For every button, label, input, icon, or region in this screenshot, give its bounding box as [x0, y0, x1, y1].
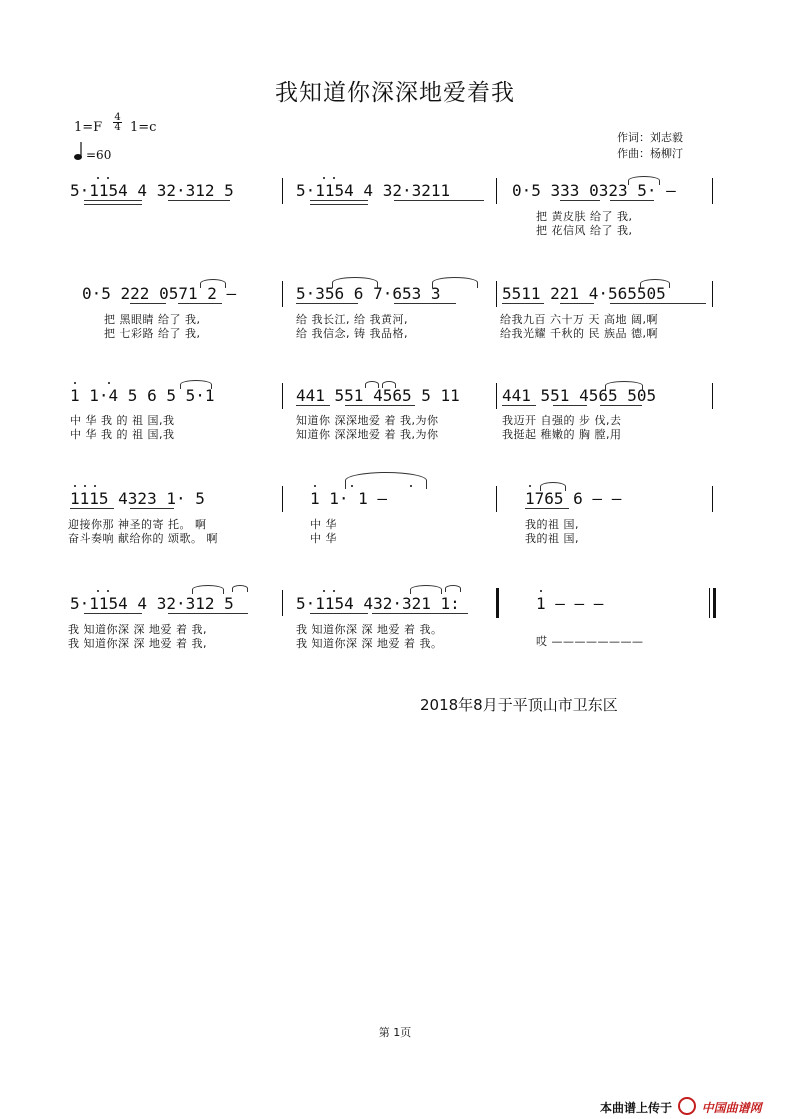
slur — [345, 472, 427, 489]
beam-line — [600, 405, 642, 406]
slur — [332, 277, 378, 288]
lyric-verse-1: 迎接你那 神圣的寄 托。 啊 — [68, 518, 207, 531]
slur — [432, 277, 478, 288]
upload-text: 本曲谱上传于 — [600, 1101, 673, 1115]
slur — [410, 585, 442, 594]
octave-dot — [74, 485, 76, 487]
lyric-verse-1: 我 知道你深 深 地爱 着 我。 — [296, 623, 443, 636]
final-barline-thin — [709, 588, 710, 618]
composer-credit: 作曲：杨柳汀 — [617, 147, 683, 160]
beam-line — [296, 405, 330, 406]
lyric-verse-2: 我 知道你深 深 地爱 着 我, — [68, 637, 207, 650]
barline — [712, 178, 713, 204]
lyric-verse-2: 中 华 — [310, 532, 337, 545]
beam-line — [560, 200, 600, 201]
lyric-verse-1: 给我九百 六十万 天 高地 阔,啊 — [500, 313, 658, 326]
beam-line — [296, 303, 358, 304]
beam-line — [394, 200, 484, 201]
slur — [382, 381, 396, 388]
key-signature: 1=F — [74, 120, 103, 135]
repeat-barline — [496, 588, 499, 618]
measure-notes: 1 1·4 5 6 5 5·1 — [70, 386, 215, 405]
time-signature — [113, 113, 122, 132]
lyric-verse-2: 我 知道你深 深 地爱 着 我。 — [296, 637, 443, 650]
beam-line — [525, 508, 569, 509]
slur — [180, 380, 212, 389]
lyric-verse-2: 给 我信念, 铸 我品格, — [296, 327, 408, 340]
beam-line — [84, 204, 142, 205]
beam-line — [130, 303, 166, 304]
octave-dot — [108, 382, 110, 384]
slur — [540, 482, 566, 491]
octave-dot — [323, 177, 325, 179]
key-signature-alt: 1=c — [130, 120, 157, 135]
octave-dot — [107, 590, 109, 592]
beam-line — [168, 200, 230, 201]
slur — [200, 279, 226, 288]
beam-line — [84, 200, 142, 201]
slur — [232, 585, 248, 592]
lyric-verse-1: 中 华 我 的 祖 国,我 — [70, 414, 175, 427]
lyric-verse-1: 我的祖 国, — [525, 518, 579, 531]
slur — [445, 585, 461, 592]
barline — [496, 281, 497, 307]
meter-bottom: 4 — [114, 122, 121, 133]
composition-date-place: 2018年8月于平顶山市卫东区 — [420, 696, 618, 714]
measure-notes: 5·1154 4 32·3211 — [296, 181, 451, 200]
lyric-verse-1: 给 我长江, 给 我黄河, — [296, 313, 408, 326]
barline — [712, 383, 713, 409]
site-logo-icon — [678, 1097, 696, 1115]
beam-line — [70, 508, 114, 509]
octave-dot — [323, 590, 325, 592]
barline — [496, 383, 497, 409]
slur — [640, 279, 670, 288]
lyric-verse-2: 把 花信风 给了 我, — [536, 224, 633, 237]
site-name[interactable]: 中国曲谱网 — [701, 1101, 762, 1115]
measure-notes: 1115 4323 1· 5 — [70, 489, 205, 508]
octave-dot — [94, 485, 96, 487]
lyric-verse-1: 我 知道你深 深 地爱 着 我, — [68, 623, 207, 636]
lyric-verse-2: 给我光耀 千秋的 民 族品 德,啊 — [500, 327, 658, 340]
measure-notes: 441 551 4565 5 11 — [296, 386, 460, 405]
beam-line — [345, 405, 415, 406]
beam-line — [310, 200, 368, 201]
beam-line — [610, 303, 706, 304]
barline — [282, 486, 283, 512]
lyric-verse-1: 我迈开 自强的 步 伐,去 — [502, 414, 622, 427]
beam-line — [84, 613, 142, 614]
barline — [496, 178, 497, 204]
barline — [282, 178, 283, 204]
slur — [605, 381, 643, 390]
measure-notes: 1765 6 – – — [525, 489, 622, 508]
lyric-verse-2: 奋斗奏响 献给你的 颂歌。 啊 — [68, 532, 218, 545]
footer-upload — [600, 1097, 762, 1116]
octave-dot — [540, 590, 542, 592]
slur — [628, 176, 660, 185]
beam-line — [178, 303, 222, 304]
octave-dot — [314, 485, 316, 487]
measure-notes: 5·1154 4 32·312 5 — [70, 181, 234, 200]
barline — [496, 486, 497, 512]
page-number: 第 1页 — [378, 1026, 412, 1039]
barline — [282, 590, 283, 616]
measure-notes: 5·1154 432·321 1: — [296, 594, 460, 613]
slur — [365, 381, 379, 388]
octave-dot — [107, 177, 109, 179]
measure-notes: 0·5 222 0571 2 – — [82, 284, 237, 303]
octave-dot — [97, 177, 99, 179]
beam-line — [394, 303, 456, 304]
octave-dot — [529, 485, 531, 487]
beam-line — [553, 405, 587, 406]
octave-dot — [333, 590, 335, 592]
measure-notes: 1 – – – — [536, 594, 604, 613]
lyric-verse-1: 知道你 深深地爱 着 我,为你 — [296, 414, 439, 427]
barline — [282, 383, 283, 409]
lyric-verse-1: 把 黑眼睛 给了 我, — [104, 313, 201, 326]
octave-dot — [97, 590, 99, 592]
octave-dot — [84, 485, 86, 487]
lyric-verse-1: 中 华 — [310, 518, 337, 531]
beam-line — [168, 613, 248, 614]
barline — [712, 486, 713, 512]
lyric-verse-2: 我挺起 稚嫩的 胸 膛,用 — [502, 428, 622, 441]
lyric-verse-1: 哎 ———————— — [536, 635, 644, 648]
beam-line — [310, 613, 368, 614]
song-title: 我知道你深深地爱着我 — [275, 80, 515, 106]
beam-line — [130, 508, 174, 509]
measure-notes: 5·1154 4 32·312 5 — [70, 594, 234, 613]
lyric-verse-2: 知道你 深深地爱 着 我,为你 — [296, 428, 439, 441]
beam-line — [502, 303, 544, 304]
measure-notes: 5511 221 4·565505 — [502, 284, 666, 303]
barline — [282, 281, 283, 307]
measure-notes: 1 1· 1 – — [310, 489, 388, 508]
lyric-verse-2: 中 华 我 的 祖 国,我 — [70, 428, 175, 441]
tempo-marking: =60 — [86, 148, 112, 162]
lyricist-credit: 作词：刘志毅 — [617, 131, 683, 144]
beam-line — [502, 405, 536, 406]
final-barline-thick — [713, 588, 716, 618]
barline — [712, 281, 713, 307]
beam-line — [610, 200, 654, 201]
beam-line — [372, 613, 468, 614]
lyric-verse-2: 把 七彩路 给了 我, — [104, 327, 201, 340]
meter-top: 4 — [114, 112, 121, 123]
lyric-verse-1: 把 黄皮肤 给了 我, — [536, 210, 633, 223]
beam-line — [560, 303, 594, 304]
octave-dot — [74, 382, 76, 384]
slur — [192, 585, 224, 594]
measure-notes: 0·5 333 0323 5· – — [512, 181, 676, 200]
measure-notes: 5·356 6 7·653 3 — [296, 284, 441, 303]
beam-line — [310, 204, 368, 205]
measure-notes: 441 551 4565 505 — [502, 386, 657, 405]
quarter-note-icon — [73, 141, 85, 165]
lyric-verse-2: 我的祖 国, — [525, 532, 579, 545]
octave-dot — [333, 177, 335, 179]
